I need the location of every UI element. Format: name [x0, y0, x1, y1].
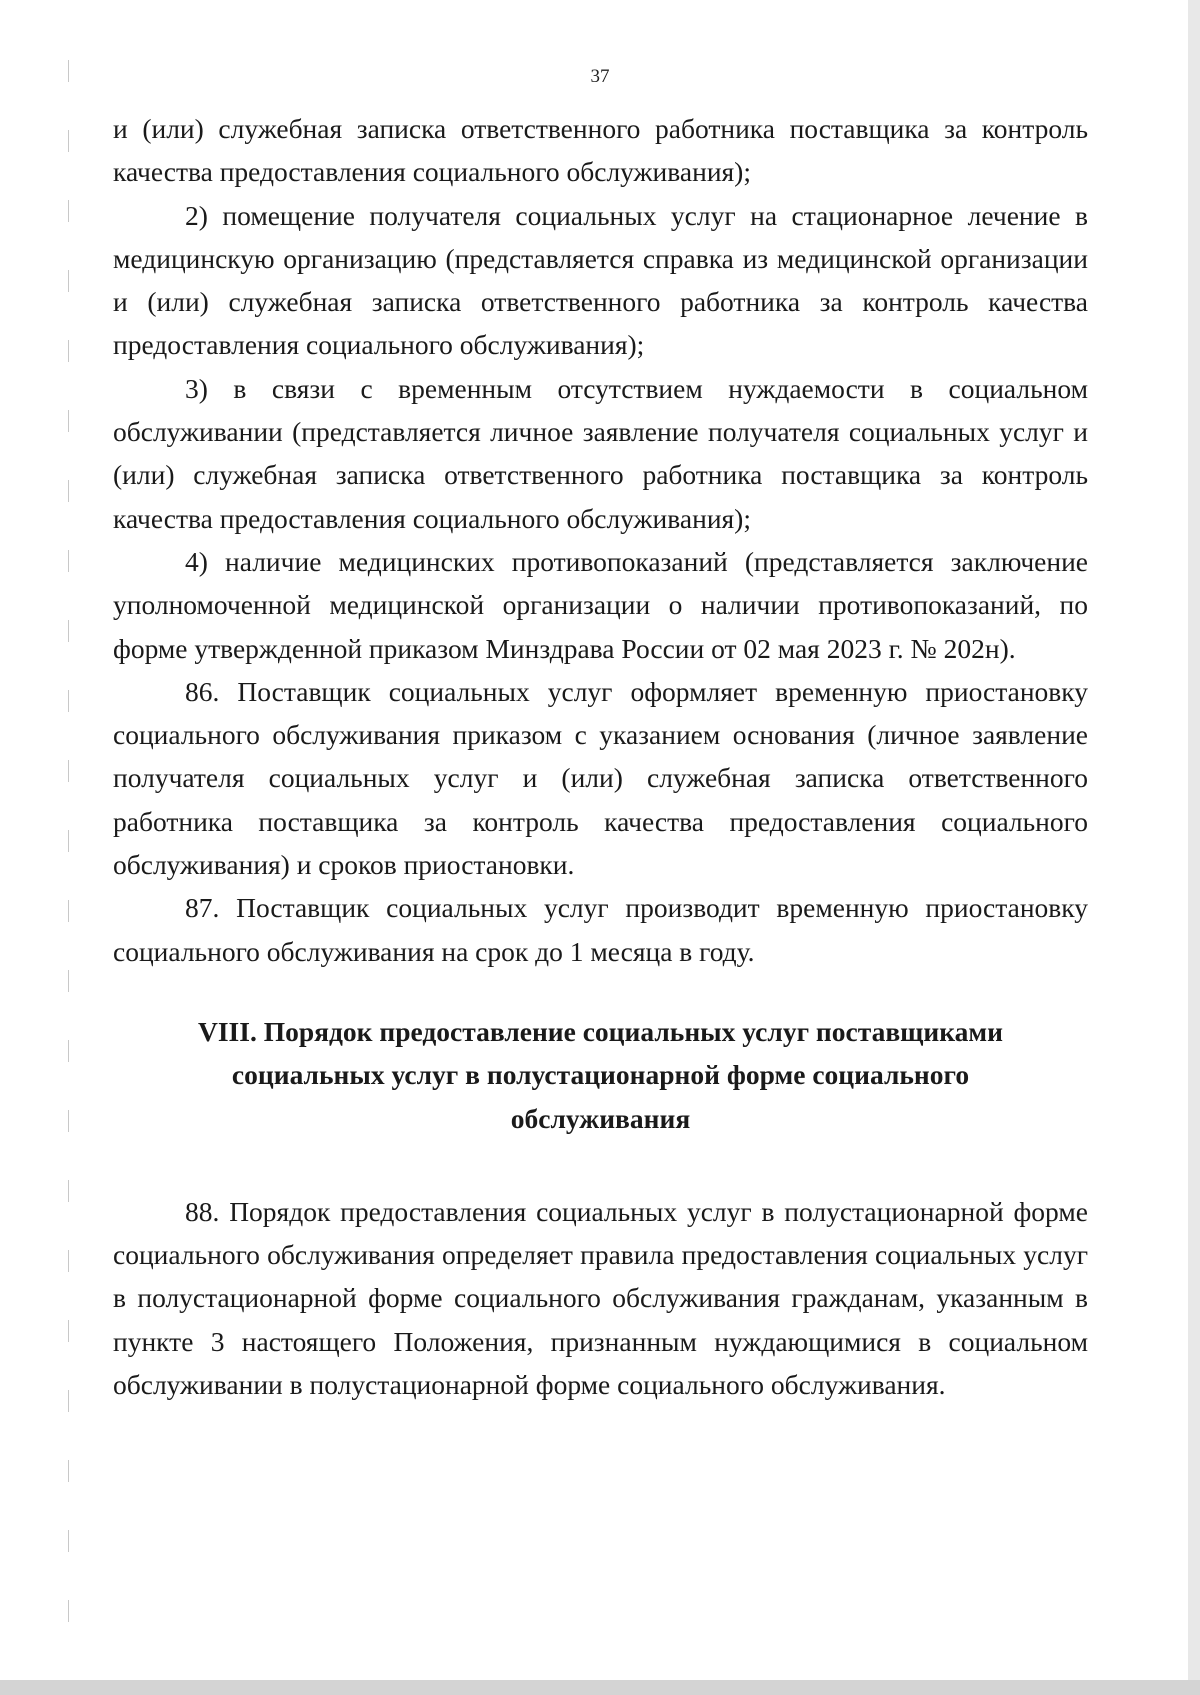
document-body — [113, 107, 1088, 1406]
list-item-2: 2) помещение получателя социальных услуг на стационарное лечение в медицинскую организацию (представляется справка из медицинской организации и (или) служебная записка ответственного работника за контроль качества предоставления социального обслуживания); — [113, 199, 1088, 361]
page-shadow-bottom — [0, 1680, 1200, 1695]
list-item-4: 4) наличие медицинских противопоказаний (представляется заключение уполномоченной медицинской организации о наличии противопоказаний, по форме утвержденной приказом Минздрава России от 02 мая 2023 г. № 202н). — [113, 545, 1088, 664]
list-item-3: 3) в связи с временным отсутствием нуждаемости в социальном обслуживании (представляется личное заявление получателя социальных услуг и (или) служебная записка ответственного работника поставщика за контроль качества предоставления социального обслуживания); — [113, 372, 1088, 534]
page-number: 37 — [590, 66, 610, 87]
paragraph-87: 87. Поставщик социальных услуг производит временную приостановку социального обслуживания на срок до 1 месяца в году. — [113, 892, 1088, 967]
section-heading: VIII. Порядок предоставление социальных услуг поставщиками социальных услуг в полустационарной форме социального обслуживания — [197, 1015, 1003, 1134]
scan-edge-artifact — [68, 60, 69, 1640]
paragraph-continuation: и (или) служебная записка ответственного работника поставщика за контроль качества предоставления социального обслуживания); — [113, 113, 1088, 188]
page-shadow-right — [1188, 0, 1200, 1695]
paragraph-88: 88. Порядок предоставления социальных услуг в полустационарной форме социального обслуживания определяет правила предоставления социальных услуг в полустационарной форме социального обслуживания гражданам, указанным в пункте 3 настоящего Положения, признанным нуждающимися в социальном обслуживании в полустационарной форме социального обслуживания. — [113, 1195, 1088, 1401]
paragraph-86: 86. Поставщик социальных услуг оформляет временную приостановку социального обслуживания приказом с указанием основания (личное заявление получателя социальных услуг и (или) служебная записка ответственного работника поставщика за контроль качества предоставления социального обслуживания) и сроков приостановки. — [113, 675, 1088, 881]
